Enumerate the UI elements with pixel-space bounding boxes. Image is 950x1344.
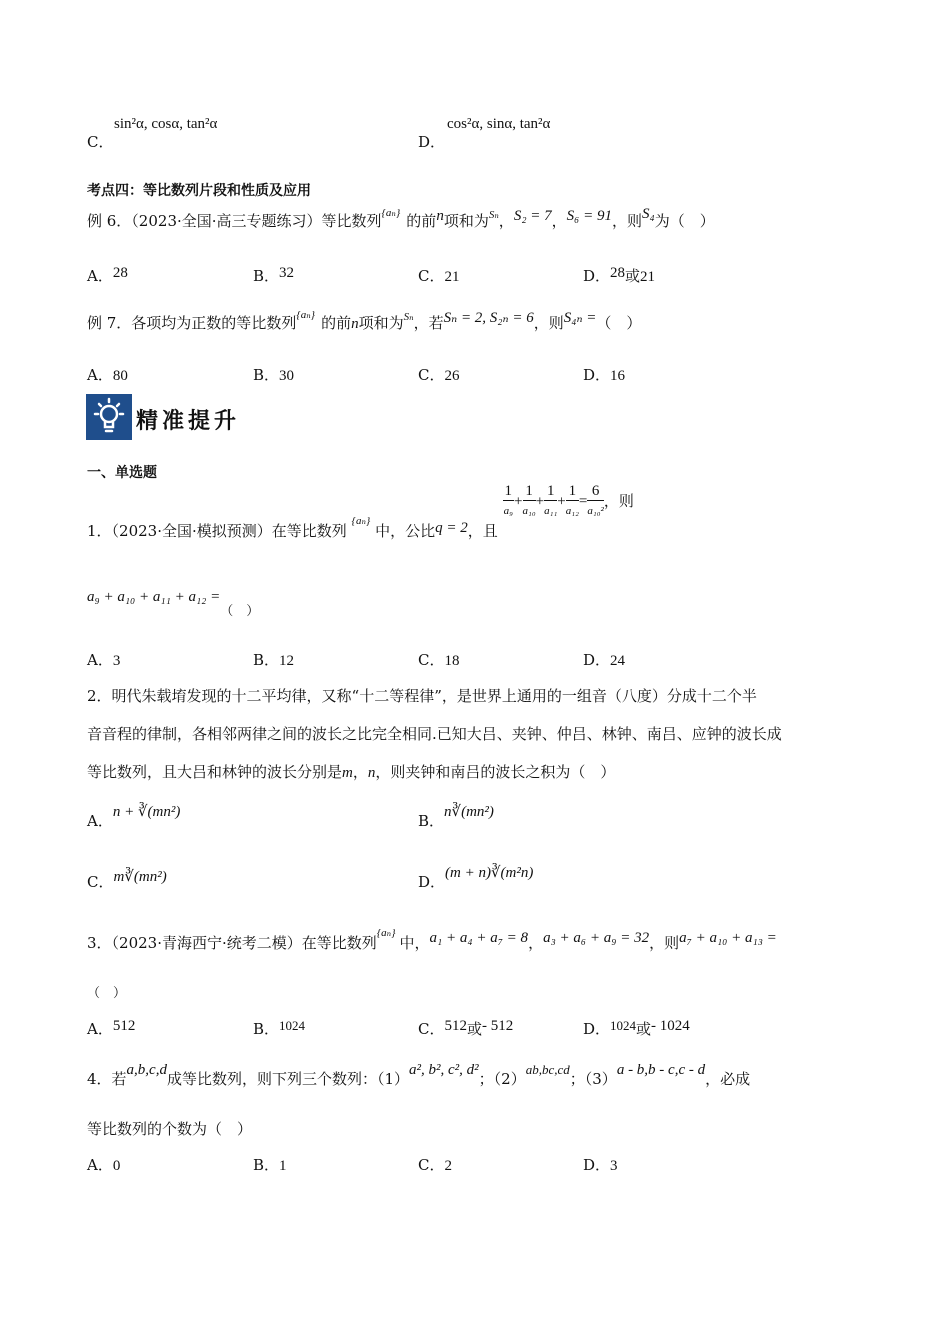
ex6-target: S₄ <box>642 206 655 222</box>
lightbulb-icon <box>86 394 132 440</box>
ex7-prefix: 例 7．各项均为正数的等比数列 <box>87 314 297 332</box>
ex7-cond: Sₙ = 2, S₂ₙ = 6 <box>443 310 534 326</box>
ex6-seq: {aₙ} <box>381 207 401 219</box>
q1-option-a: A．3 <box>87 651 121 669</box>
q2-option-d: D．(m + n)∛(m²n) <box>418 865 534 891</box>
q2-line-3: 等比数列，且大吕和林钟的波长分别是m，n，则夹钟和南吕的波长之积为（ ） <box>87 763 616 781</box>
question-3-stem: 3．（2023·青海西宁·统考二模）在等比数列$^{\{a_n\}}$中，a₁ + a₄ + a₇ = 8，a₃ + a₆ + a₉ = 32，则a₇ + a₁₀ + a₁₃ = <box>87 927 777 952</box>
ex7-target: S₄ₙ = <box>563 310 597 326</box>
q1-expression: a₉ + a₁₀ + a₁₁ + a₁₂ =（ ） <box>87 589 260 619</box>
ex7-mid3: ，若 <box>413 314 444 332</box>
q2-option-c: C．m∛(mn²) <box>87 869 167 891</box>
q3-paren: （ ） <box>87 986 127 1001</box>
banner-title: 精准提升 <box>136 409 241 434</box>
q1-mid1: 中，公比 <box>375 521 436 540</box>
q2-option-a: A．n + ∛(mn²) <box>87 804 181 830</box>
ex6-suffix: 为（ ） <box>654 212 715 230</box>
ex6-n: n <box>436 208 444 224</box>
ex6-prefix: 例 6．（2023·全国·高三专题练习）等比数列 <box>87 212 382 230</box>
ex6-mid3: ，则 <box>612 212 643 230</box>
q3-option-d: D．1024或- 1024 <box>583 1018 690 1038</box>
ex7-mid4: ，则 <box>533 314 564 332</box>
ex7-option-c: C．26 <box>418 366 460 384</box>
ex6-option-a: A．28 <box>87 265 128 285</box>
ex7-option-d: D．16 <box>583 366 626 384</box>
q1-suffix: ，则 <box>603 491 634 510</box>
ex6-cond1: S₂ = 7 <box>513 208 552 224</box>
part-title: 一、单选题 <box>87 465 157 481</box>
ex7-n: n <box>351 316 359 332</box>
q3-option-a: A．512 <box>87 1018 136 1038</box>
ex6-option-d: D．28或21 <box>583 265 656 285</box>
q1-seq: {aₙ} <box>351 514 371 527</box>
q4-option-d: D．3 <box>583 1156 618 1174</box>
q2-line-2: 音音程的律制，各相邻两律之间的波长之比完全相同.已知大吕、夹钟、仲吕、林钟、南吕、应钟的波长成 <box>87 725 782 743</box>
ex6-S: Sₙ <box>488 209 499 221</box>
option-c-math: sin²α, cosα, tan²α <box>114 116 218 132</box>
example-6-stem: 例 6．（2023·全国·高三专题练习）等比数列$^{\{a_n\}}$ 的前n项和为$^{S_n}$，S₂ = 7，S₆ = 91，则S₄为（ ） <box>87 206 715 230</box>
q1-fraction-3: $\frac{1}{\text{a₁₁}}$ <box>544 483 558 517</box>
q1-fraction-rhs: $\frac{6}{\text{a₁₀²}}$ <box>587 483 604 517</box>
option-d-math: cos²α, sinα, tan²α <box>447 116 551 132</box>
example-7-stem <box>87 309 642 333</box>
ex6-option-c: C．21 <box>418 267 460 285</box>
q1-q: q = 2 <box>435 519 468 536</box>
q1-option-d: D．24 <box>583 651 626 669</box>
q3-option-b: B．1024 <box>253 1018 306 1038</box>
q2-option-b: B．n∛(mn²) <box>418 804 494 830</box>
q1-fraction-2: $\frac{1}{\text{a₁₀}}$ <box>522 483 536 517</box>
ex7-seq: {aₙ} <box>296 309 316 321</box>
q4-option-a: A．0 <box>87 1156 121 1174</box>
section-title: 考点四：等比数列片段和性质及应用 <box>87 183 311 199</box>
q1-option-c: C．18 <box>418 651 460 669</box>
ex7-option-a: A．80 <box>87 366 128 384</box>
ex6-option-b: B．32 <box>253 265 295 285</box>
ex7-suffix: （ ） <box>596 314 642 332</box>
q4-option-c: C．2 <box>418 1156 452 1174</box>
ex7-mid2: 项和为 <box>358 314 404 332</box>
q1-fraction-1: $\frac{1}{\text{a₉}}$ <box>503 483 513 517</box>
q1-option-b: B．12 <box>253 651 295 669</box>
ex7-mid1: 的前 <box>321 314 352 332</box>
q1-mid2: ，且 <box>467 521 498 540</box>
q4-line-2: 等比数列的个数为（ ） <box>87 1120 253 1138</box>
q3-option-c: C．512或- 512 <box>418 1018 514 1038</box>
question-4-stem: 4．若a,b,c,d成等比数列，则下列三个数列：（1）a², b², c², d²；（2）ab,bc,cd；（3）a - b,b - c,c - d，必成 <box>87 1062 751 1088</box>
q2-line-1: 2．明代朱载堉发现的十二平均律，又称“十二等程律”，是世界上通用的一组音（八度）分成十二个半 <box>87 687 757 705</box>
option-d-label: D． <box>418 133 446 151</box>
option-c-label: C． <box>87 133 114 151</box>
ex7-option-b: B．30 <box>253 366 295 384</box>
ex6-mid1: 的前 <box>406 212 437 230</box>
q4-option-b: B．1 <box>253 1156 287 1174</box>
ex6-cond2: S₆ = 91 <box>566 208 613 224</box>
q1-fraction-4: $\frac{1}{\text{a₁₂}}$ <box>565 483 579 517</box>
q1-prefix: 1．（2023·全国·模拟预测）在等比数列 <box>87 521 347 540</box>
question-1-stem: 1．（2023·全国·模拟预测）在等比数列 $_{\{a_n\}}$ 中，公比q = 2，且 $\frac{1}{\text{a₉}}$ + $\frac{1}{\text{a₁₀}}$ + $\frac{1}{\text{a₁₁}}$ + $\frac{1}{\text{a₁₂}}$ = $\frac{6}{\text{a₁₀²}}$ ，则 <box>87 483 634 540</box>
ex6-mid2: 项和为 <box>443 212 489 230</box>
ex7-S: Sₙ <box>403 311 414 323</box>
